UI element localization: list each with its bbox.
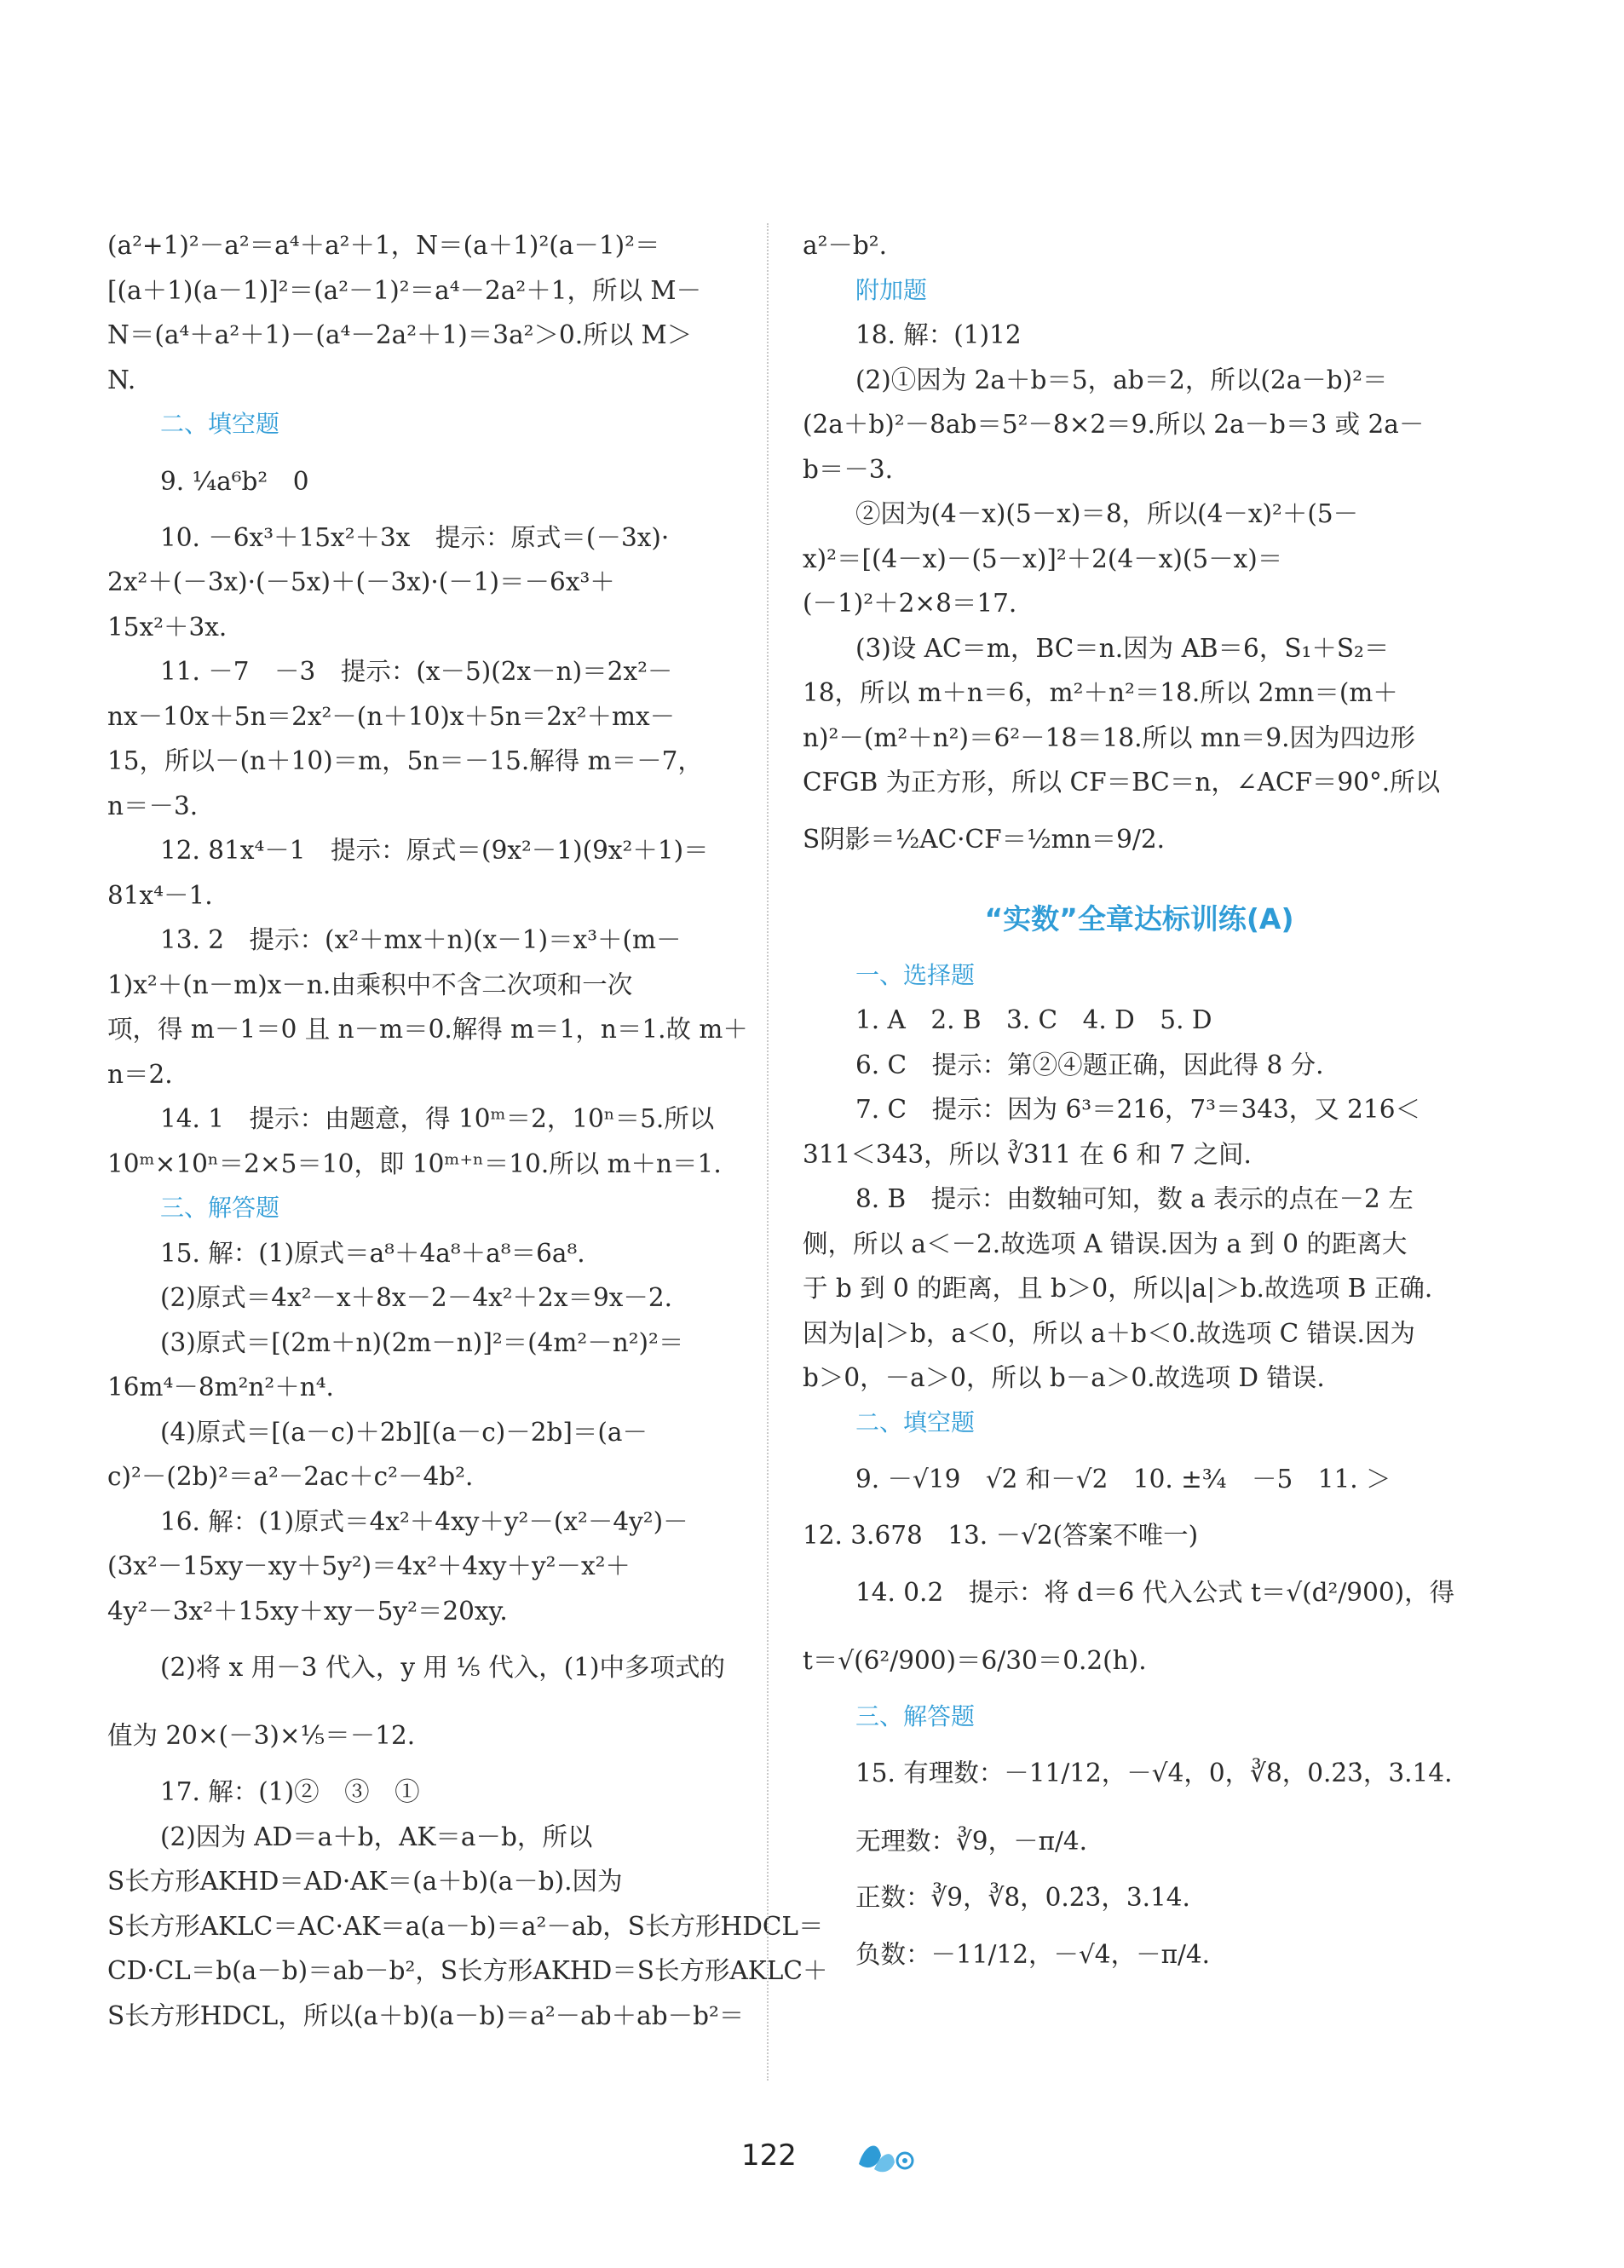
text-line: [(a＋1)(a－1)]²＝(a²－1)²＝a⁴－2a²＋1，所以 M－: [107, 275, 702, 305]
text-line: ②因为(4－x)(5－x)＝8，所以(4－x)²＋(5－: [855, 499, 1359, 528]
text-line: 1. A 2. B 3. C 4. D 5. D: [855, 1005, 1212, 1034]
text-line: 15，所以－(n＋10)＝m，5n＝－15.解得 m＝－7，: [107, 746, 703, 775]
text-line: S长方形HDCL，所以(a＋b)(a－b)＝a²－ab＋ab－b²＝: [107, 2000, 745, 2030]
text-line: n＝－3.: [107, 791, 199, 820]
text-line: 侧，所以 a＜－2.故选项 A 错误.因为 a 到 0 的距离大: [803, 1229, 1408, 1258]
text-line: 17. 解：(1)② ③ ①: [160, 1777, 420, 1806]
text-line: S长方形AKLC＝AC·AK＝a(a－b)＝a²－ab，S长方形HDCL＝: [107, 1911, 824, 1941]
text-line: 81x⁴－1.: [107, 880, 213, 910]
leaf-ornament-icon: [852, 2130, 920, 2178]
text-line: N＝(a⁴＋a²＋1)－(a⁴－2a²＋1)＝3a²＞0.所以 M＞: [107, 320, 693, 349]
text-line: 项，得 m－1＝0 且 n－m＝0.解得 m＝1，n＝1.故 m＋: [107, 1015, 748, 1044]
text-line: CD·CL＝b(a－b)＝ab－b²，S长方形AKHD＝S长方形AKLC＋: [107, 1956, 828, 1985]
text-line: n＝2.: [107, 1059, 173, 1089]
text-line: (3x²－15xy－xy＋5y²)＝4x²＋4xy＋y²－x²＋: [107, 1551, 631, 1580]
text-line: 10. －6x³＋15x²＋3x 提示：原式＝(－3x)·: [160, 522, 670, 552]
text-line: (3)原式＝[(2m＋n)(2m－n)]²＝(4m²－n²)²＝: [160, 1327, 684, 1357]
text-line: S阴影＝½AC·CF＝½mn＝9/2.: [803, 824, 1166, 854]
text-line: 于 b 到 0 的距离，且 b＞0，所以|a|＞b.故选项 B 正确.: [803, 1274, 1433, 1303]
text-line: 15. 有理数：－11/12，－√4，0，∛8，0.2̇3̇，3.14.: [855, 1759, 1453, 1787]
section-heading: 二、填空题: [160, 410, 280, 438]
text-line: 12. 3.678 13. －√2(答案不唯一): [803, 1521, 1199, 1550]
text-line: N.: [107, 365, 136, 394]
section-heading: 一、选择题: [855, 960, 976, 989]
text-line: 9. ¼a⁶b² 0: [160, 466, 309, 496]
text-line: 8. B 提示：由数轴可知，数 a 表示的点在－2 左: [855, 1184, 1414, 1213]
text-line: 14. 0.2 提示：将 d＝6 代入公式 t＝√(d²/900)，得: [855, 1577, 1455, 1607]
text-line: 正数：∛9，∛8，0.2̇3̇，3.14.: [855, 1883, 1190, 1912]
text-line: (4)原式＝[(a－c)＋2b][(a－c)－2b]＝(a－: [160, 1417, 648, 1447]
section-heading: 二、填空题: [855, 1407, 976, 1436]
text-line: 无理数：∛9，－π/4.: [855, 1827, 1088, 1856]
text-line: 15x²＋3x.: [107, 612, 227, 642]
text-line: (2)原式＝4x²－x＋8x－2－4x²＋2x＝9x－2.: [160, 1283, 673, 1312]
text-line: CFGB 为正方形，所以 CF＝BC＝n，∠ACF＝90°.所以: [803, 768, 1441, 797]
text-line: 11. －7 －3 提示：(x－5)(2x－n)＝2x²－: [160, 657, 673, 686]
text-line: b＝－3.: [803, 454, 894, 484]
text-line: 值为 20×(－3)×⅕＝－12.: [107, 1721, 416, 1750]
text-line: nx－10x＋5n＝2x²－(n＋10)x＋5n＝2x²＋mx－: [107, 701, 676, 731]
text-line: (2a＋b)²－8ab＝5²－8×2＝9.所以 2a－b＝3 或 2a－: [803, 410, 1425, 439]
text-line: (－1)²＋2×8＝17.: [803, 589, 1017, 618]
text-line: 18，所以 m＋n＝6，m²＋n²＝18.所以 2mn＝(m＋: [803, 678, 1398, 707]
text-line: S长方形AKHD＝AD·AK＝(a＋b)(a－b).因为: [107, 1867, 623, 1896]
text-line: 16m⁴－8m²n²＋n⁴.: [107, 1373, 334, 1402]
text-line: c)²－(2b)²＝a²－2ac＋c²－4b².: [107, 1462, 474, 1491]
text-line: (2)因为 AD＝a＋b，AK＝a－b，所以: [160, 1822, 593, 1851]
column-divider: [767, 223, 769, 2081]
text-line: 16. 解：(1)原式＝4x²＋4xy＋y²－(x²－4y²)－: [160, 1506, 688, 1536]
text-line: 负数：－11/12，－√4，－π/4.: [855, 1939, 1211, 1969]
text-line: (a²+1)²－a²＝a⁴＋a²＋1，N＝(a＋1)²(a－1)²＝: [107, 231, 660, 260]
text-line: x)²＝[(4－x)－(5－x)]²＋2(4－x)(5－x)＝: [803, 544, 1283, 573]
right-column: [803, 223, 1476, 1989]
section-heading: 三、解答题: [855, 1701, 976, 1730]
text-line: 2x²＋(－3x)·(－5x)＋(－3x)·(－1)＝－6x³＋: [107, 567, 615, 596]
text-line: 311＜343，所以 ∛311 在 6 和 7 之间.: [803, 1139, 1252, 1169]
text-line: (2)将 x 用－3 代入，y 用 ⅕ 代入，(1)中多项式的: [160, 1653, 726, 1682]
text-line: 12. 81x⁴－1 提示：原式＝(9x²－1)(9x²＋1)＝: [160, 836, 709, 865]
page-number: 122: [741, 2138, 797, 2173]
text-line: a²－b².: [803, 231, 888, 260]
text-line: (2)①因为 2a＋b＝5，ab＝2，所以(2a－b)²＝: [855, 365, 1388, 394]
text-line: 4y²－3x²＋15xy＋xy－5y²＝20xy.: [107, 1596, 508, 1626]
text-line: 7. C 提示：因为 6³＝216，7³＝343，又 216＜: [855, 1095, 1420, 1124]
section-heading: 三、解答题: [160, 1194, 280, 1222]
text-line: b＞0，－a＞0，所以 b－a＞0.故选项 D 错误.: [803, 1363, 1325, 1392]
text-line: n)²－(m²＋n²)＝6²－18＝18.所以 mn＝9.因为四边形: [803, 722, 1416, 752]
text-line: 9. －√19 √2 和－√2 10. ±¾ －5 11. ＞: [855, 1465, 1391, 1494]
text-line: 6. C 提示：第②④题正确，因此得 8 分.: [855, 1050, 1324, 1079]
text-line: t＝√(6²/900)＝6/30＝0.2(h).: [803, 1645, 1147, 1675]
chapter-title: “实数”全章达标训练(A): [984, 901, 1294, 935]
text-line: 1)x²＋(n－m)x－n.由乘积中不含二次项和一次: [107, 970, 633, 999]
text-line: 15. 解：(1)原式＝a⁸＋4a⁸＋a⁸＝6a⁸.: [160, 1238, 585, 1268]
text-line: 因为|a|＞b，a＜0，所以 a＋b＜0.故选项 C 错误.因为: [803, 1318, 1415, 1348]
text-line: 13. 2 提示：(x²＋mx＋n)(x－1)＝x³＋(m－: [160, 925, 682, 954]
text-line: 14. 1 提示：由题意，得 10ᵐ＝2，10ⁿ＝5.所以: [160, 1104, 715, 1133]
section-heading: 附加题: [855, 275, 928, 304]
text-line: (3)设 AC＝m，BC＝n.因为 AB＝6，S₁＋S₂＝: [855, 633, 1390, 663]
text-line: 10ᵐ×10ⁿ＝2×5＝10，即 10ᵐ⁺ⁿ＝10.所以 m＋n＝1.: [107, 1148, 722, 1178]
left-column: [107, 223, 828, 2038]
text-line: 18. 解：(1)12: [855, 320, 1022, 349]
